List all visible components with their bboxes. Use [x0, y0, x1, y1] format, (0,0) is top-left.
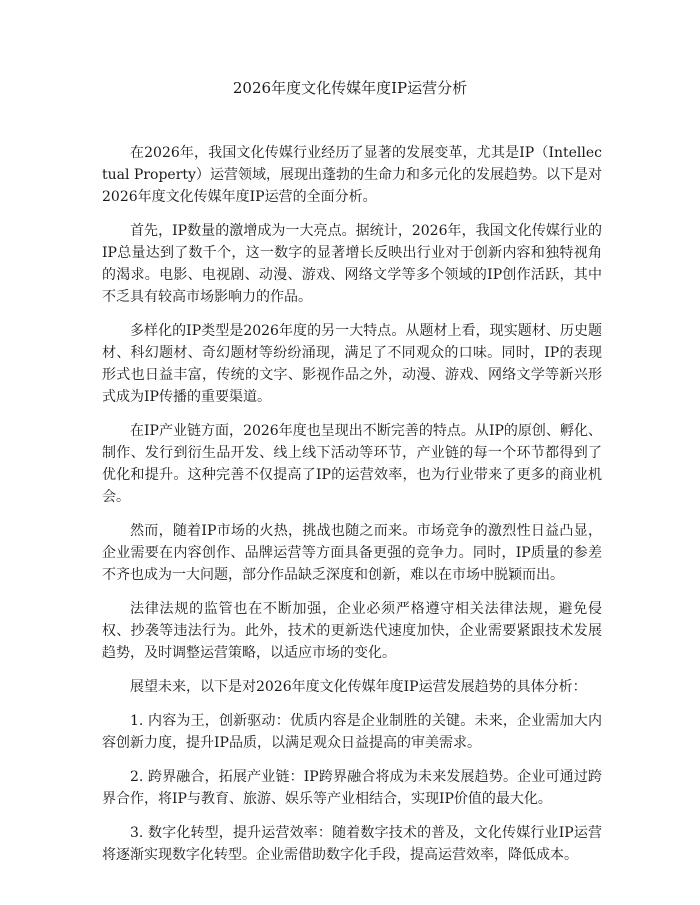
list-item-content: 1. 内容为王，创新驱动：优质内容是企业制胜的关键。未来，企业需加大内容创新力度，提升IP品质，以满足观众日益提高的审美需求。 [102, 713, 602, 751]
list-item-digital: 3. 数字化转型，提升运营效率：随着数字技术的普及，文化传媒行业IP运营将逐渐实现数字化转型。企业需借助数字化手段，提高运营效率，降低成本。 [102, 825, 602, 863]
document-body [102, 142, 602, 878]
paragraph-challenges: 然而，随着IP市场的火热，挑战也随之而来。市场竞争的激烈性日益凸显，企业需要在内容创作、品牌运营等方面具备更强的竞争力。同时，IP质量的参差不齐也成为一大问题，部分作品缺乏深度和创新，难以在市场中脱颖而出。 [102, 523, 602, 583]
list-item-crossover: 2. 跨界融合，拓展产业链：IP跨界融合将成为未来发展趋势。企业可通过跨界合作，将IP与教育、旅游、娱乐等产业相结合，实现IP价值的最大化。 [102, 769, 602, 807]
paragraph-outlook: 展望未来，以下是对2026年度文化传媒年度IP运营发展趋势的具体分析： [130, 679, 587, 695]
paragraph-intro: 在2026年，我国文化传媒行业经历了显著的发展变革，尤其是IP（Intellectual Property）运营领域，展现出蓬勃的生命力和多元化的发展趋势。以下是对2026年度文化传媒年度IP运营的全面分析。 [102, 145, 602, 205]
paragraph-regulation: 法律法规的监管也在不断加强，企业必须严格遵守相关法律法规，避免侵权、抄袭等违法行为。此外，技术的更新迭代速度加快，企业需要紧跟技术发展趋势，及时调整运营策略，以适应市场的变化。 [102, 601, 602, 661]
paragraph-industry-chain: 在IP产业链方面，2026年度也呈现出不断完善的特点。从IP的原创、孵化、制作、发行到衍生品开发、线上线下活动等环节，产业链的每一个环节都得到了优化和提升。这种完善不仅提高了IP的运营效率，也为行业带来了更多的商业机会。 [102, 423, 602, 505]
paragraph-ip-types: 多样化的IP类型是2026年度的另一大特点。从题材上看，现实题材、历史题材、科幻题材、奇幻题材等纷纷涌现，满足了不同观众的口味。同时，IP的表现形式也日益丰富，传统的文字、影视作品之外，动漫、游戏、网络文学等新兴形式成为IP传播的重要渠道。 [102, 323, 602, 405]
document-title: 2026年度文化传媒年度IP运营分析 [232, 79, 468, 97]
paragraph-ip-quantity: 首先，IP数量的激增成为一大亮点。据统计，2026年，我国文化传媒行业的IP总量达到了数千个，这一数字的显著增长反映出行业对于创新内容和独特视角的渴求。电影、电视剧、动漫、游戏、网络文学等多个领域的IP创作活跃，其中不乏具有较高市场影响力的作品。 [102, 223, 602, 305]
